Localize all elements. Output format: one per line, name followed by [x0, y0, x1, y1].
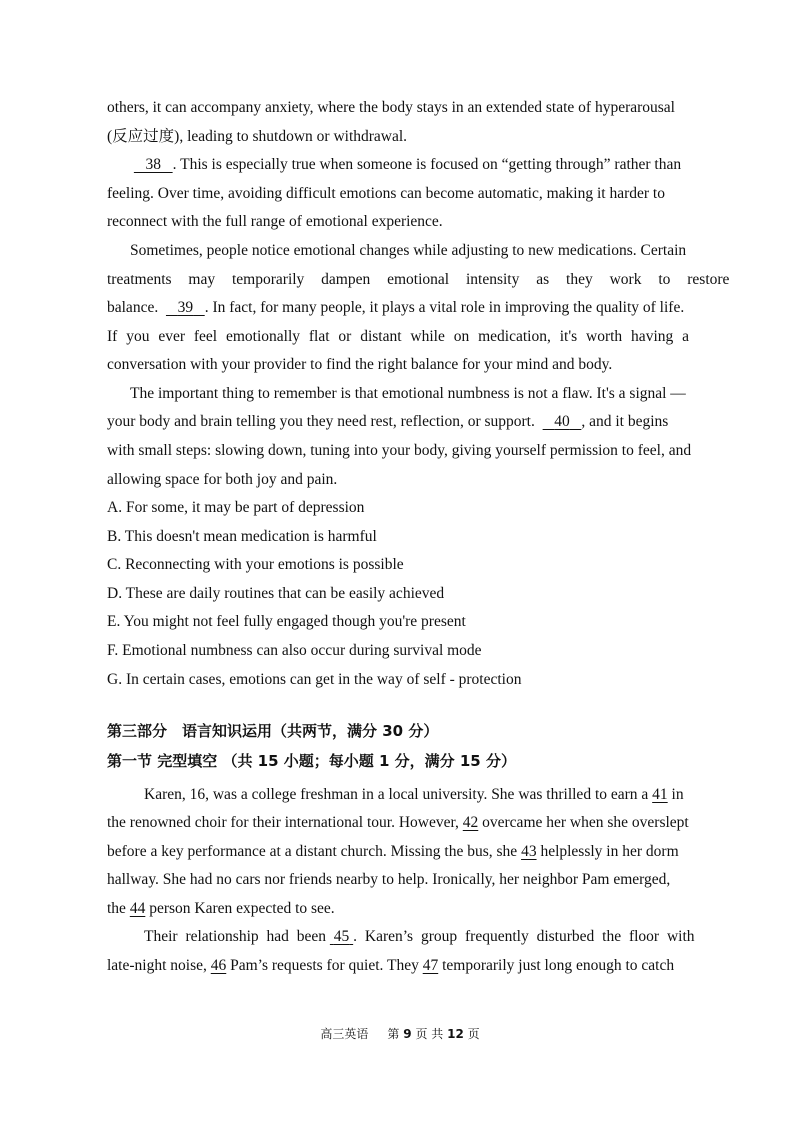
option-b: B. This doesn't mean medication is harmful: [107, 528, 377, 545]
passage-line-40: your body and brain telling you they need rest, reflection, or support. 40 , and it begins: [107, 413, 669, 430]
footer-total-pages: 12: [447, 1027, 464, 1041]
cloze-line: late-night noise, 46 Pam’s requests for quiet. They 47 temporarily just long enough to catch: [107, 957, 675, 974]
footer-ye: 页: [467, 1027, 480, 1041]
option-c: C. Reconnecting with your emotions is possible: [107, 556, 404, 573]
passage-line: allowing space for both joy and pain.: [107, 471, 338, 488]
blank-43: 43: [521, 843, 537, 860]
passage-line: conversation with your provider to find the right balance for your mind and body.: [107, 356, 613, 373]
page-footer: [0, 1025, 800, 1042]
option-d: D. These are daily routines that can be easily achieved: [107, 585, 445, 602]
blank-42: 42: [462, 814, 479, 831]
blank-40: 40: [554, 413, 570, 430]
cloze-line: before a key performance at a distant church. Missing the bus, she 43 helplessly in her dorm: [107, 843, 679, 860]
blank-39: 39: [177, 299, 194, 316]
section-subtitle: 第一节 完型填空 （共 15 小题；每小题 1 分，满分 15 分）: [107, 752, 516, 770]
blank-41: 41: [652, 786, 668, 803]
passage-line: with small steps: slowing down, tuning into your body, giving yourself permission to feel, and: [107, 442, 692, 459]
blank-47: 47: [422, 957, 439, 974]
option-a: A. For some, it may be part of depression: [107, 499, 365, 516]
footer-ye-gong: 页 共: [415, 1027, 444, 1041]
blank-38: 38: [145, 156, 161, 173]
cloze-line: the renowned choir for their international tour. However, 42 overcame her when she overslept: [107, 814, 689, 831]
footer-di: 第: [387, 1027, 400, 1041]
passage-line: feeling. Over time, avoiding difficult emotions can become automatic, making it harder to: [107, 185, 665, 202]
passage-line: If you ever feel emotionally flat or distant while on medication, it's worth having a: [107, 328, 689, 345]
passage-line: reconnect with the full range of emotional experience.: [107, 213, 443, 230]
cloze-line: hallway. She had no cars nor friends nearby to help. Ironically, her neighbor Pam emerged,: [107, 871, 671, 888]
passage-line: Sometimes, people notice emotional changes while adjusting to new medications. Certain: [130, 242, 687, 259]
passage-line: (反应过度), leading to shutdown or withdrawal.: [107, 128, 408, 145]
passage-line: others, it can accompany anxiety, where the body stays in an extended state of hyperarousal: [107, 99, 675, 116]
passage-line-39: balance. 39 . In fact, for many people, it plays a vital role in improving the quality of life.: [107, 299, 685, 316]
passage-line: The important thing to remember is that emotional numbness is not a flaw. It's a signal —: [130, 385, 686, 402]
blank-44: 44: [129, 900, 146, 917]
cloze-line: the 44 person Karen expected to see.: [107, 900, 335, 917]
section-title: 第三部分 语言知识运用（共两节，满分 30 分）: [107, 722, 439, 740]
passage-line-38: 38 . This is especially true when someone is focused on “getting through” rather than: [130, 155, 700, 175]
blank-46: 46: [210, 957, 227, 974]
cloze-line: Karen, 16, was a college freshman in a local university. She was thrilled to earn a 41 in: [144, 786, 684, 803]
cloze-line: Their relationship had been 45 . Karen’s group frequently disturbed the floor with: [144, 928, 695, 945]
option-e: E. You might not feel fully engaged though you're present: [107, 613, 466, 630]
option-f: F. Emotional numbness can also occur during survival mode: [107, 642, 482, 659]
footer-page-number: 9: [403, 1027, 412, 1041]
footer-subject: 高三英语: [320, 1027, 369, 1041]
option-g: G. In certain cases, emotions can get in the way of self - protection: [107, 671, 522, 688]
passage-line: treatments may temporarily dampen emotional intensity as they work to restore: [107, 271, 730, 288]
blank-45: 45: [333, 928, 350, 945]
